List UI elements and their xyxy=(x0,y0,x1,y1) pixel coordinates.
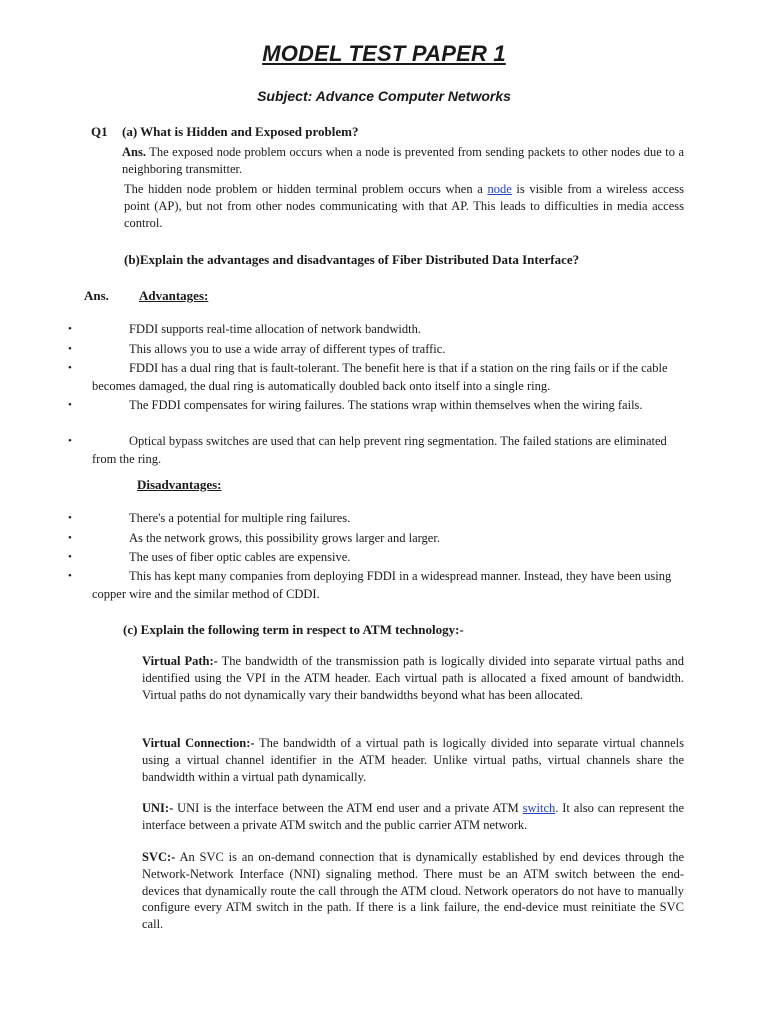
bullet: • xyxy=(68,343,72,355)
answer-hidden xyxy=(124,181,684,232)
page-subtitle: Subject: Advance Computer Networks xyxy=(257,88,511,104)
bullet: • xyxy=(68,362,72,374)
node-link[interactable]: node xyxy=(487,182,512,196)
term-virtual-connection: Virtual Connection:- The bandwidth of a virtual path is logically divided into separate virtual channels using a virtual channel identifier in the ATM header. Unlike virtual paths, virtual channels share the bandwidth within a virtual path dynamically. xyxy=(142,736,684,785)
bullet: • xyxy=(68,323,72,335)
question-c: (c) Explain the following term in respect to ATM technology:- xyxy=(123,622,464,637)
bullet: • xyxy=(68,399,72,411)
bullet: • xyxy=(68,512,72,524)
switch-link[interactable]: switch xyxy=(522,801,556,815)
term-label: UNI:- xyxy=(142,801,174,815)
term-svc: SVC:- An SVC is an on-demand connection that is dynamically established by end devices through the Network-Network Interface (NNI) signaling method. There must be an ATM switch between the end-devices that dynamically route the call through the ATM cloud. Network operators do not have to manually configure every ATM switch in the path. If there is a link failure, the end-device must reinitiate the SVC call. xyxy=(142,850,684,932)
answer-hidden-text-2: is visible from a wireless access point (AP), but not from other nodes communicating with that AP. This leads to difficulties in media access control. xyxy=(124,182,684,230)
term-label: Virtual Path:- xyxy=(142,654,218,668)
document-page: MODEL TEST PAPER 1 Subject: Advance Computer Networks Q1 (a) What is Hidden and Exposed problem? Ans. The exposed node problem occurs when a node is prevented from sending packets to other nodes due to a neighboring transmitter. The hidden node problem or hidden terminal problem occurs when a node is visible from a wireless access point (AP), but not from other nodes communicating with that AP. This leads to difficulties in media access control. (b)Explain the advantages and disadvantages of Fiber Distributed Data Interface? Ans. Advantages: • FDDI supports real-time allocation of network bandwidth. • This allows you to use a wide array of different types of traffic. • FDDI has a dual ring that is fault-tolerant. The benefit here is that if a station on the ring fails or if the cable becomes damaged, the dual ring is automatically doubled back onto itself into a single ring. • The FDDI compensates for wiring failures. The stations wrap within themselves when the wiring fails. • Optical bypass switches are used that can help prevent ring segmentation. The failed stations are eliminated from the ring. Disadvantages: • There's a potential for multiple ring failures. • As the network grows, this possibility grows larger and larger. • The uses of fiber optic cables are expensive. • This has kept many companies from deploying FDDI in a widespread manner. Instead, they have been using copper wire and the similar method of CDDI. (c) Explain the following term in respect to ATM technology:- Virtual Path:- The bandwidth of the transmission path is logically divided into separate virtual paths and identified using the VPI in the ATM header. Each virtual path is allocated a fixed amount of bandwidth. Virtual paths do not dynamically vary their bandwidths beyond what has been allocated. Virtual Connection:- The bandwidth of a virtual path is logically divided into separate virtual channels using a virtual channel identifier in the ATM header. Unlike virtual paths, virtual channels share the bandwidth within a virtual path dynamically. UNI:- UNI is the interface between the ATM end user and a private ATM switch. It also can represent the interface between a private ATM switch and the public carrier ATM network. SVC:- An SVC is an on-demand connection that is dynamically established by end devices through the Network-Network Interface (NNI) signaling method. There must be an ATM switch between the end-devices that dynamically route the call through the ATM cloud. Network operators do not have to manually configure every ATM switch in the path. If there is a link failure, the end-device must reinitiate the SVC call. xyxy=(0,0,768,1024)
question-number: Q1 xyxy=(91,124,108,139)
term-label: SVC:- xyxy=(142,850,176,864)
bullet: • xyxy=(68,435,72,447)
bullet: • xyxy=(68,570,72,582)
answer-exposed-text: The exposed node problem occurs when a node is prevented from sending packets to other nodes due to a neighboring transmitter. xyxy=(122,145,684,176)
question-b: (b)Explain the advantages and disadvantages of Fiber Distributed Data Interface? xyxy=(124,252,580,267)
bullet: • xyxy=(68,532,72,544)
answer-label-b: Ans. xyxy=(84,288,109,303)
answer-hidden-text-1: The hidden node problem or hidden terminal problem occurs when a xyxy=(124,182,488,196)
disadvantages-heading: Disadvantages: xyxy=(137,477,222,492)
term-virtual-path: Virtual Path:- The bandwidth of the transmission path is logically divided into separate virtual paths and identified using the VPI in the ATM header. Each virtual path is allocated a fixed amount of bandwidth. Virtual paths do not dynamically vary their bandwidths beyond what has been allocated. xyxy=(142,654,684,703)
question-a: (a) What is Hidden and Exposed problem? xyxy=(122,124,359,139)
page-title: MODEL TEST PAPER 1 xyxy=(262,41,506,66)
answer-label: Ans. xyxy=(122,145,146,159)
bullet: • xyxy=(68,551,72,563)
advantages-heading: Advantages: xyxy=(139,288,209,303)
answer-exposed xyxy=(122,144,684,178)
term-uni: UNI:- UNI is the interface between the ATM end user and a private ATM switch. It also can represent the interface between a private ATM switch and the public carrier ATM network. xyxy=(142,801,684,833)
term-label: Virtual Connection:- xyxy=(142,736,255,750)
